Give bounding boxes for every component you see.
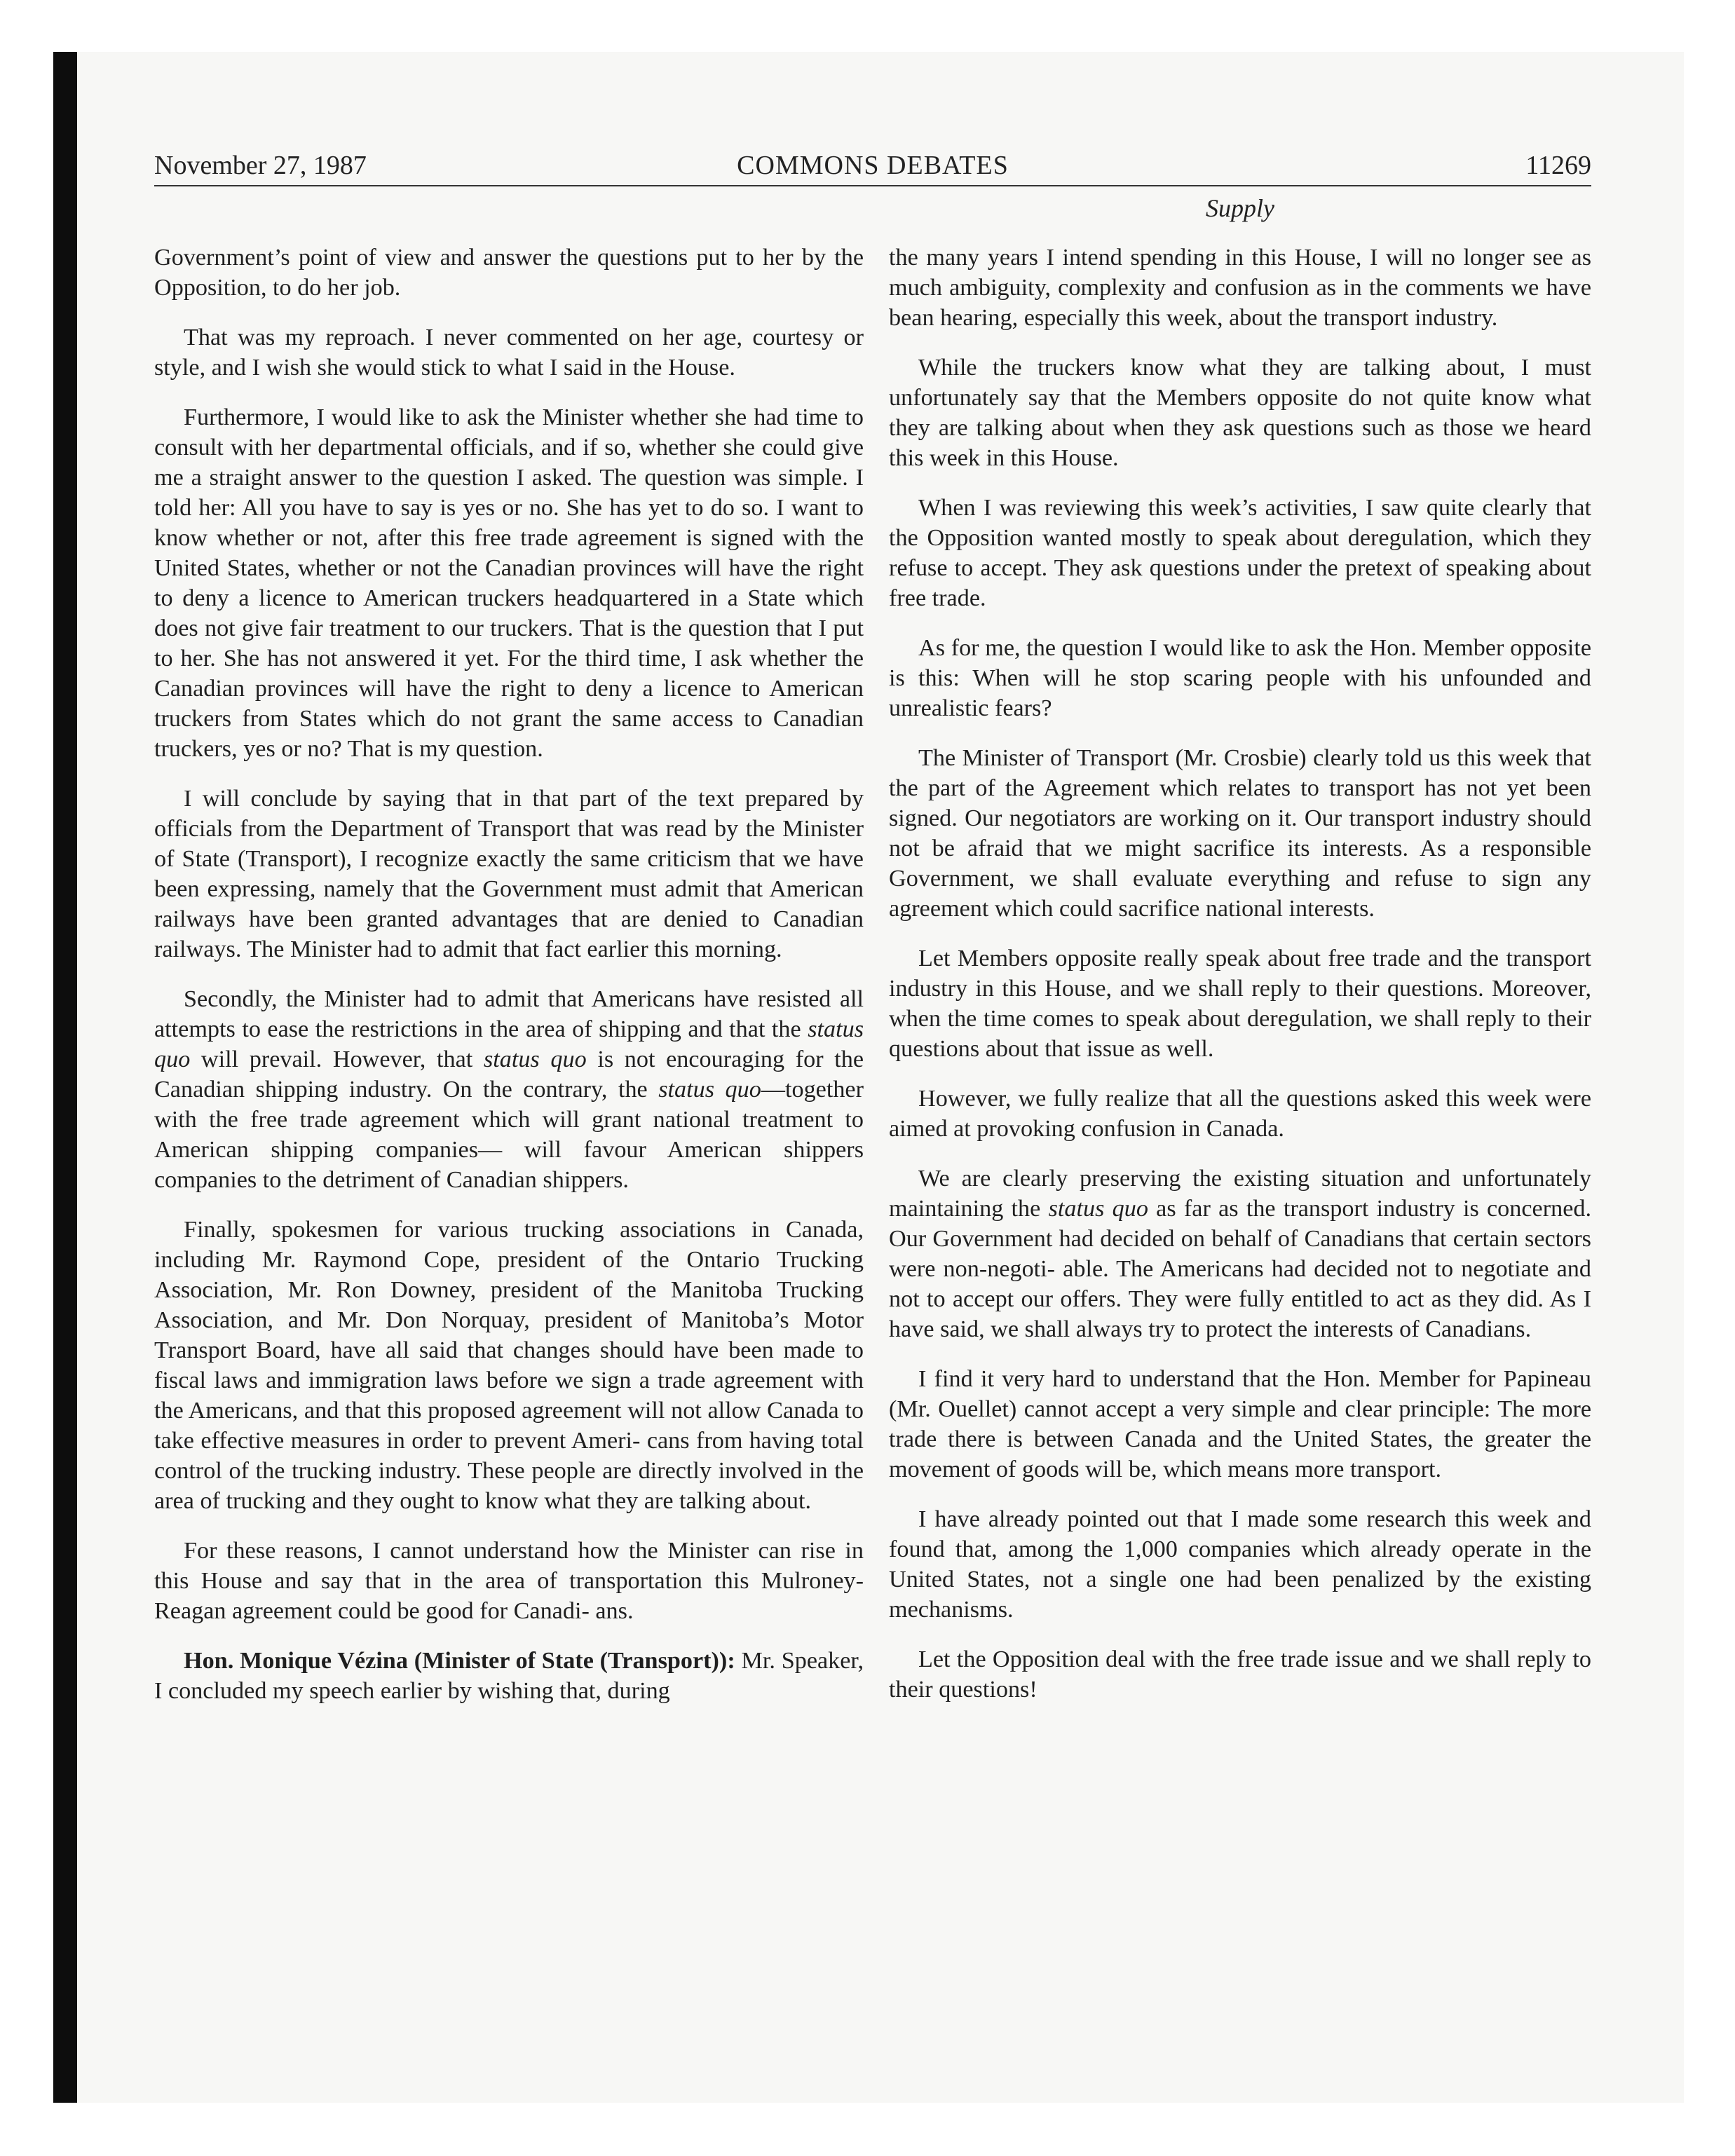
header-date: November 27, 1987 [154,151,367,180]
header-page-number: 11269 [1525,151,1591,180]
text-run: We are clearly preserving the existing situation and unfortunately maintaining the [889,1166,1591,1222]
paragraph: When I was reviewing this week’s activities, I saw quite clearly that the Opposition wanted mostly to speak about deregulation, which they refuse to accept. They ask questions under the pretext of speaking about free trade. [889,495,1591,611]
speaker-name: Hon. Monique Vézina (Minister of State (Transport)): [184,1648,735,1674]
paragraph: That was my reproach. I never commented on her age, courtesy or style, and I wish she would stick to what I said in the House. [154,325,864,381]
paragraph: Furthermore, I would like to ask the Minister whether she had time to consult with her departmental officials, and if so, whether she could give me a straight answer to the question I asked. The question was simple. I told her: All you have to say is yes or no. She has yet to do so. I want to know whether or not, after this free trade agreement is signed with the United States, whether or not the Canadian provinces will have the right to deny a licence to American truckers headquartered in a State which does not give fair treatment to our truckers. That is the question that I put to her. She has not answered it yet. For the third time, I ask whether the Canadian provinces will have the right to deny a licence to American truckers from States which do not grant the same access to Canadian truckers, yes or no? That is my question. [154,404,864,762]
italic-term: status quo [154,1016,864,1072]
paragraph [154,984,864,1195]
italic-term: status quo [1048,1196,1148,1222]
header-title: COMMONS DEBATES [737,151,1009,180]
paragraph: the many years I intend spending in this House, I will no longer see as much ambiguity, complexity and confusion as in the comments we have bean hearing, especially this week, about the transport industry. [889,245,1591,331]
right-column [889,243,1591,1705]
page-header [154,139,1591,186]
paragraph: Let the Opposition deal with the free trade issue and we shall reply to their questions! [889,1646,1591,1703]
paragraph: The Minister of Transport (Mr. Crosbie) clearly told us this week that the part of the Agreement which relates to transport has not yet been signed. Our negotiators are working on it. Our transport industry should not be afraid that we might sacrifice its interests. As a responsible Government, we shall evaluate everything and refuse to sign any agreement which could sacrifice national interests. [889,745,1591,922]
section-heading: Supply [1206,194,1274,222]
paragraph: While the truckers know what they are talking about, I must unfortunately say that the Members opposite do not quite know what they are talking about when they ask questions such as those we heard this week in this House. [889,355,1591,471]
left-column [154,243,864,1706]
paragraph [154,1646,864,1706]
paragraph: As for me, the question I would like to ask the Hon. Member opposite is this: When will he stop scaring people with his unfounded and unrealistic fears? [889,635,1591,721]
paragraph: However, we fully realize that all the questions asked this week were aimed at provoking confusion in Canada. [889,1086,1591,1142]
paragraph: I will conclude by saying that in that part of the text prepared by officials from the Department of Transport that was read by the Minister of State (Transport), I recognize exactly the same criticism that we have been expressing, namely that the Government must admit that American railways have been granted advantages that are denied to Canadian railways. The Minister had to admit that fact earlier this morning. [154,786,864,962]
paragraph: I have already pointed out that I made some research this week and found that, among the 1,000 companies which already operate in the United States, not a single one had been penalized by the existing mechanisms. [889,1506,1591,1623]
paragraph: Let Members opposite really speak about free trade and the transport industry in this House, and we shall reply to their questions. Moreover, when the time comes to speak about deregulation, we shall reply to their questions about that issue as well. [889,946,1591,1062]
binding-edge [53,52,77,2103]
italic-term: status quo [658,1077,761,1103]
paragraph: Government’s point of view and answer the questions put to her by the Opposition, to do her job. [154,245,864,301]
text-run: Mr. Speaker, I concluded my speech earlier by wishing that, during [154,1648,864,1704]
italic-term: status quo [483,1046,587,1072]
text-run: as far as the transport industry is concerned. Our Government had decided on behalf of Canadians that certain sectors were non-negoti- able. The Americans had decided not to negotiate and not to accept our offers. They were fully entitled to act as they did. As I have said, we shall always try to protect the interests of Canadians. [889,1196,1592,1342]
paragraph: I find it very hard to understand that the Hon. Member for Papineau (Mr. Ouellet) cannot accept a very simple and clear principle: The more trade there is between Canada and the United States, the greater the movement of goods will be, which means more transport. [889,1366,1591,1482]
paragraph [889,1164,1591,1344]
text-run: will prevail. However, that [190,1046,484,1072]
text-run: is not encouraging for the Canadian shipping industry. On the contrary, the [154,1046,864,1103]
paragraph: Finally, spokesmen for various trucking associations in Canada, including Mr. Raymond Cope, president of the Ontario Trucking Association, Mr. Ron Downey, president of the Manitoba Trucking Association, and Mr. Don Norquay, president of Manitoba’s Motor Transport Board, have all said that changes should have been made to fiscal laws and immigration laws before we sign a trade agreement with the Americans, and that this proposed agreement will not allow Canada to take effective measures in order to prevent Ameri- cans from having total control of the trucking industry. These people are directly involved in the area of trucking and they ought to know what they are talking about. [154,1217,864,1514]
text-run: —together with the free trade agreement which will grant national treatment to American shipping companies— will favour American shippers companies to the detriment of Canadian shippers. [154,1077,864,1193]
text-run: Secondly, the Minister had to admit that Americans have resisted all attempts to ease the restrictions in the area of shipping and that the [154,986,864,1042]
paragraph: For these reasons, I cannot understand how the Minister can rise in this House and say that in the area of transportation this Mulroney-Reagan agreement could be good for Canadi- ans. [154,1538,864,1624]
